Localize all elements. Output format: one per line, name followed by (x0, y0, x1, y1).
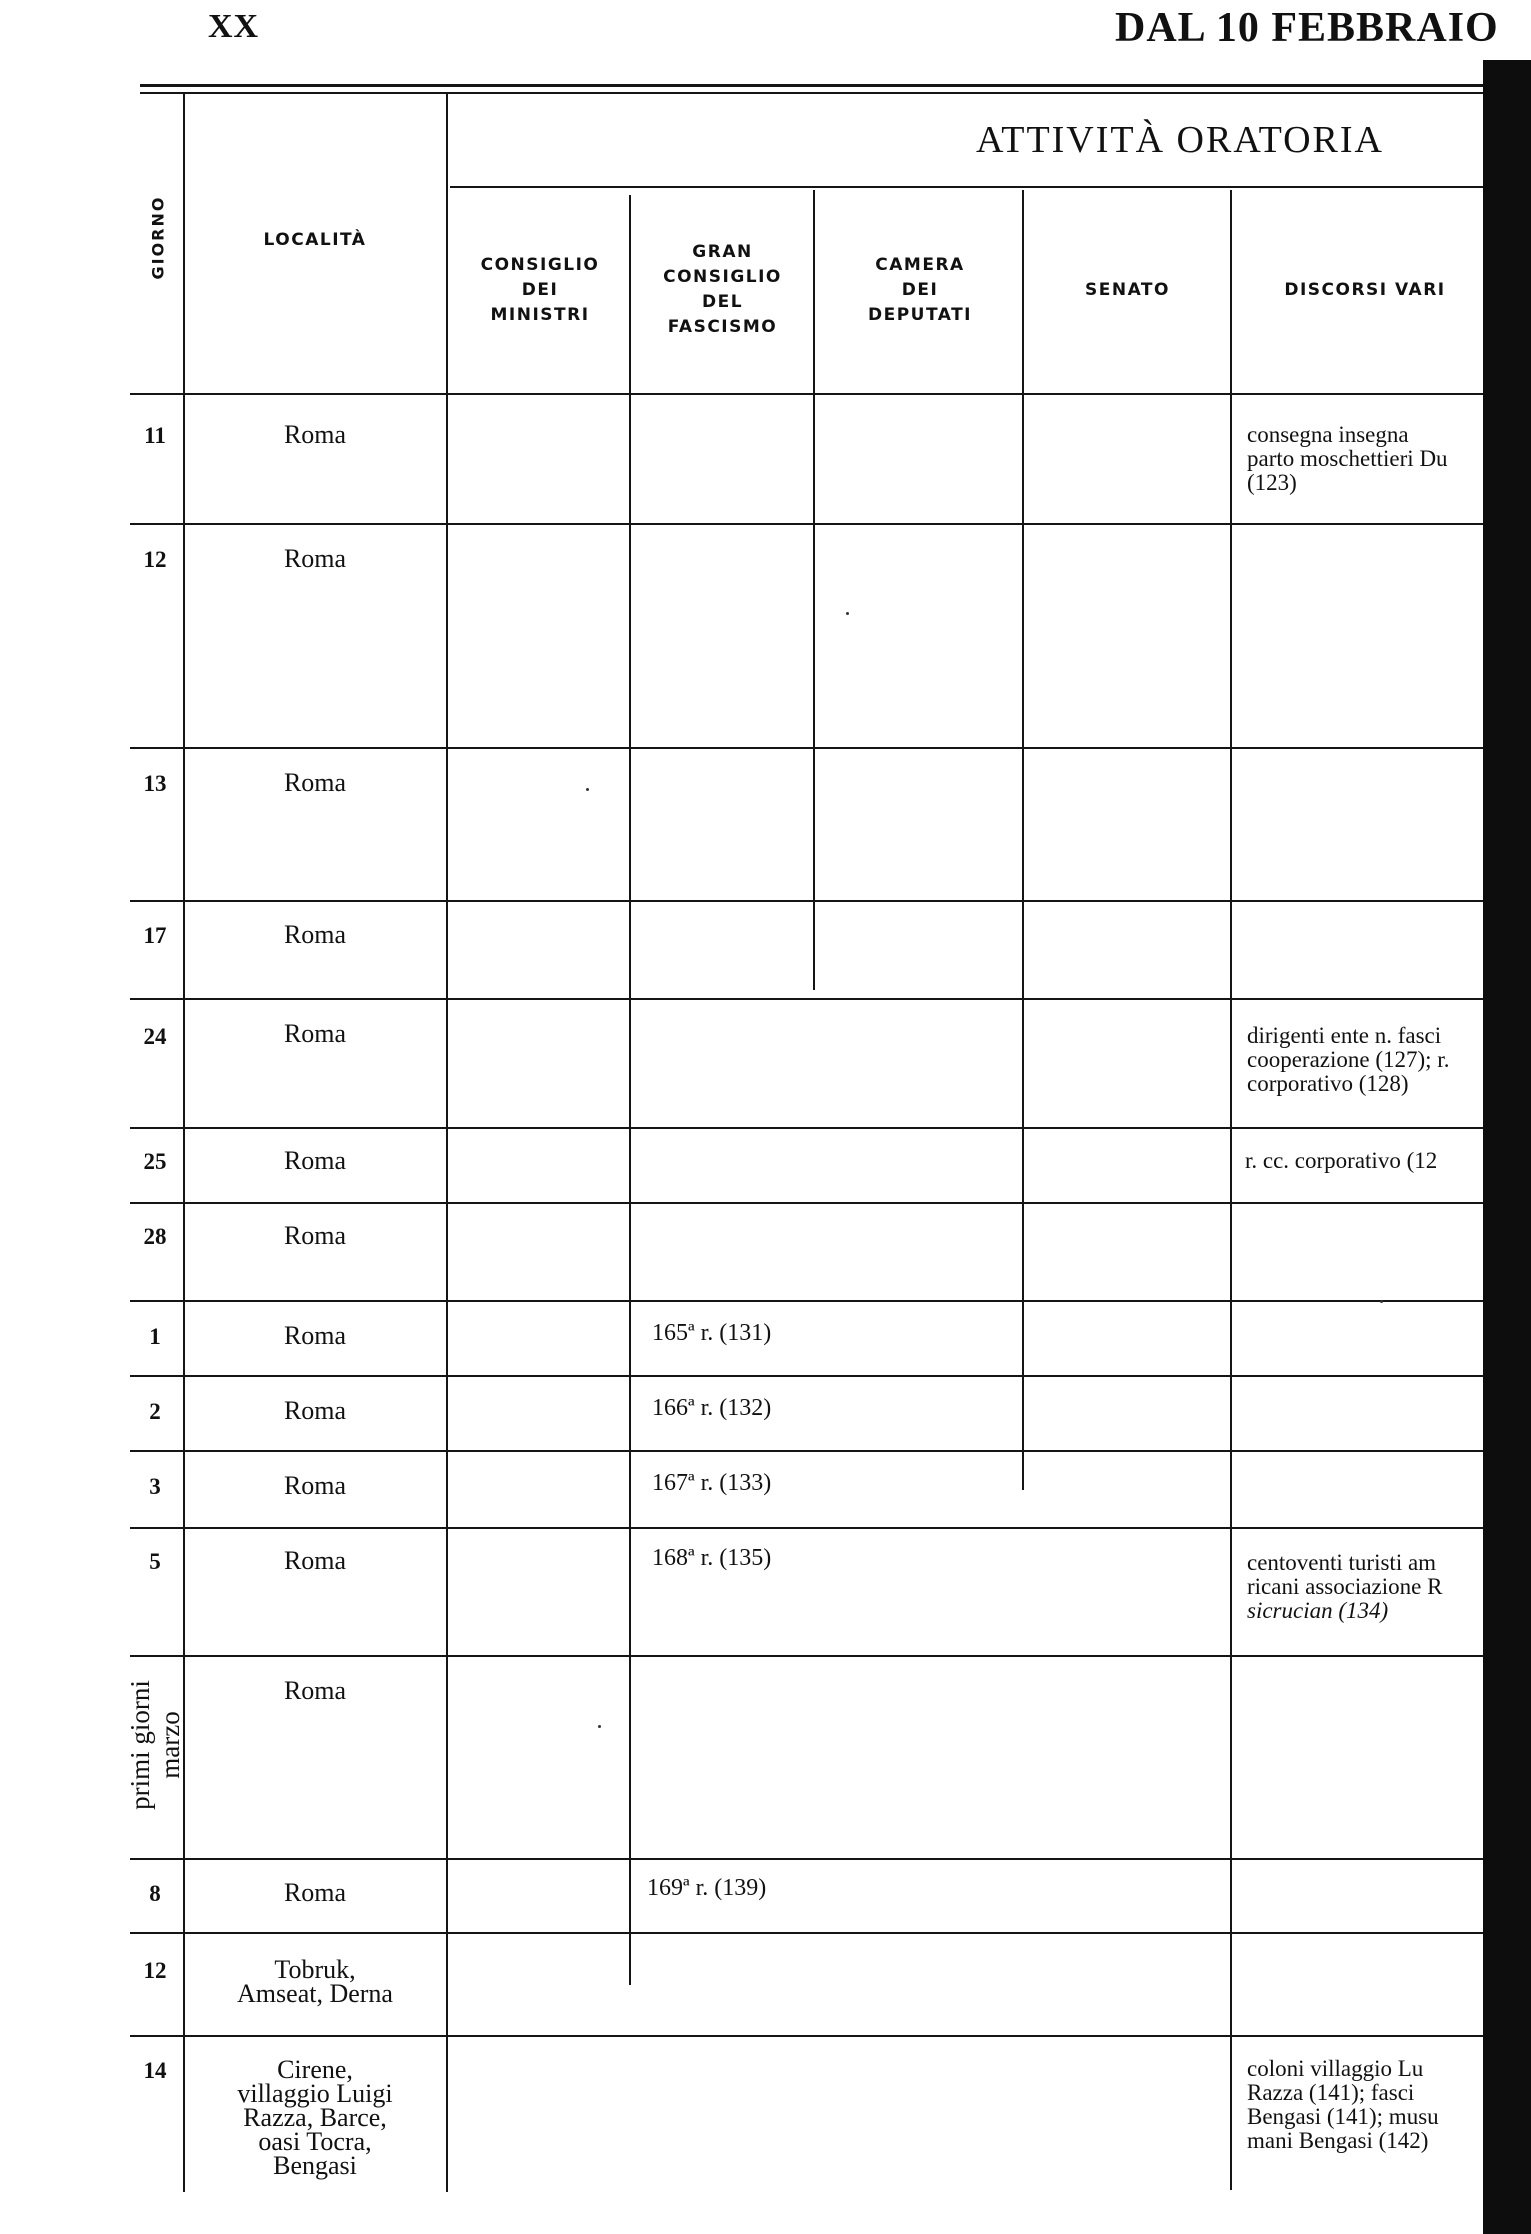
row-place: Roma (283, 544, 347, 573)
row-rule (130, 1300, 1490, 1302)
row-discorsi: coloni villaggio Lu Razza (141); fasci Bengasi (141); musu mani Bengasi (142) (1247, 2056, 1439, 2153)
row-day: 11 (144, 423, 166, 448)
row-day: 8 (149, 1881, 161, 1906)
row-day: 1 (149, 1324, 161, 1349)
row-day: 3 (149, 1474, 161, 1499)
row-rule (130, 1375, 1490, 1377)
col-line-camera (1022, 190, 1024, 1490)
row-day: 17 (143, 923, 167, 948)
gran-consiglio-header: GRAN CONSIGLIO DEL FASCISMO (663, 242, 782, 337)
scan-speck (1380, 1300, 1383, 1303)
col-line-giorno (183, 92, 185, 2192)
row-place: Roma (283, 1221, 347, 1250)
row-place: Roma (283, 920, 347, 949)
row-discorsi: r. cc. corporativo (12 (1245, 1148, 1438, 1173)
section-rule (450, 186, 1490, 188)
row-day: 13 (143, 771, 167, 796)
row-day: 25 (143, 1149, 167, 1174)
giorno-header: GIORNO (148, 195, 168, 280)
running-head: DAL 10 FEBBRAIO (1115, 5, 1499, 51)
row-rule (130, 1655, 1490, 1657)
row-rule (130, 2035, 1490, 2037)
col-line-cdm (629, 195, 631, 1985)
scan-speck (586, 788, 589, 791)
row-rule (130, 1202, 1490, 1204)
section-title: ATTIVITÀ ORATORIA (976, 119, 1384, 161)
row-place: Roma (283, 1676, 347, 1705)
col-line-gc (813, 190, 815, 990)
scan-speck (598, 1725, 601, 1728)
camera-deputati-header: CAMERA DEI DEPUTATI (867, 255, 973, 325)
row-rule (130, 1127, 1490, 1129)
header-rule (130, 393, 1490, 395)
row-gran-consiglio: 168ª r. (135) (652, 1545, 772, 1571)
row-place: Roma (283, 1396, 347, 1425)
row-rule (130, 1858, 1490, 1860)
col-line-localita (446, 92, 448, 2192)
row-rule (130, 998, 1490, 1000)
row-place: Roma (283, 1546, 347, 1575)
localita-header: LOCALITÀ (263, 230, 367, 250)
top-rule-2 (140, 92, 1531, 94)
row-gran-consiglio: 167ª r. (133) (652, 1470, 772, 1496)
row-day: 5 (149, 1549, 161, 1574)
row-discorsi: dirigenti ente n. fasci cooperazione (127); r. corporativo (128) (1247, 1023, 1450, 1096)
row-day: 24 (143, 1024, 167, 1049)
row-place: Roma (283, 768, 347, 797)
consiglio-ministri-header: CONSIGLIO DEI MINISTRI (480, 255, 600, 325)
row-rule (130, 1527, 1490, 1529)
row-place: Roma (283, 1321, 347, 1350)
row-discorsi: centoventi turisti am ricani associazione R sicrucian (134) (1247, 1550, 1443, 1623)
row-discorsi: consegna insegna parto moschettieri Du (123) (1247, 422, 1448, 495)
row-gran-consiglio: 166ª r. (132) (652, 1395, 772, 1421)
row-gran-consiglio: 169ª r. (139) (647, 1875, 767, 1901)
row-day: 2 (149, 1399, 161, 1424)
top-rule (140, 84, 1531, 87)
row-rule (130, 1932, 1490, 1934)
primi-giorni-marzo-label: primi giorni marzo (125, 1680, 185, 1810)
row-gran-consiglio: 165ª r. (131) (652, 1320, 772, 1346)
scan-speck (846, 612, 849, 615)
row-place: Roma (283, 1146, 347, 1175)
row-day: 28 (143, 1224, 167, 1249)
col-line-senato (1230, 190, 1232, 2190)
row-place: Roma (283, 1019, 347, 1048)
binding-shadow (1483, 60, 1531, 2234)
row-rule (130, 523, 1490, 525)
senato-header: SENATO (1085, 280, 1170, 300)
row-place: Cirene, villaggio Luigi Razza, Barce, oasi Tocra, Bengasi (237, 2055, 393, 2180)
row-rule (130, 900, 1490, 902)
page-number: XX (208, 8, 260, 45)
row-place: Tobruk, Amseat, Derna (237, 1955, 393, 2008)
row-rule (130, 1450, 1490, 1452)
row-day: 12 (143, 1958, 167, 1983)
row-place: Roma (283, 1471, 347, 1500)
discorsi-vari-header: DISCORSI VARI (1284, 280, 1446, 300)
row-place: Roma (283, 420, 347, 449)
row-day: 12 (143, 547, 167, 572)
row-day: 14 (143, 2058, 167, 2083)
row-place: Roma (283, 1878, 347, 1907)
row-rule (130, 747, 1490, 749)
